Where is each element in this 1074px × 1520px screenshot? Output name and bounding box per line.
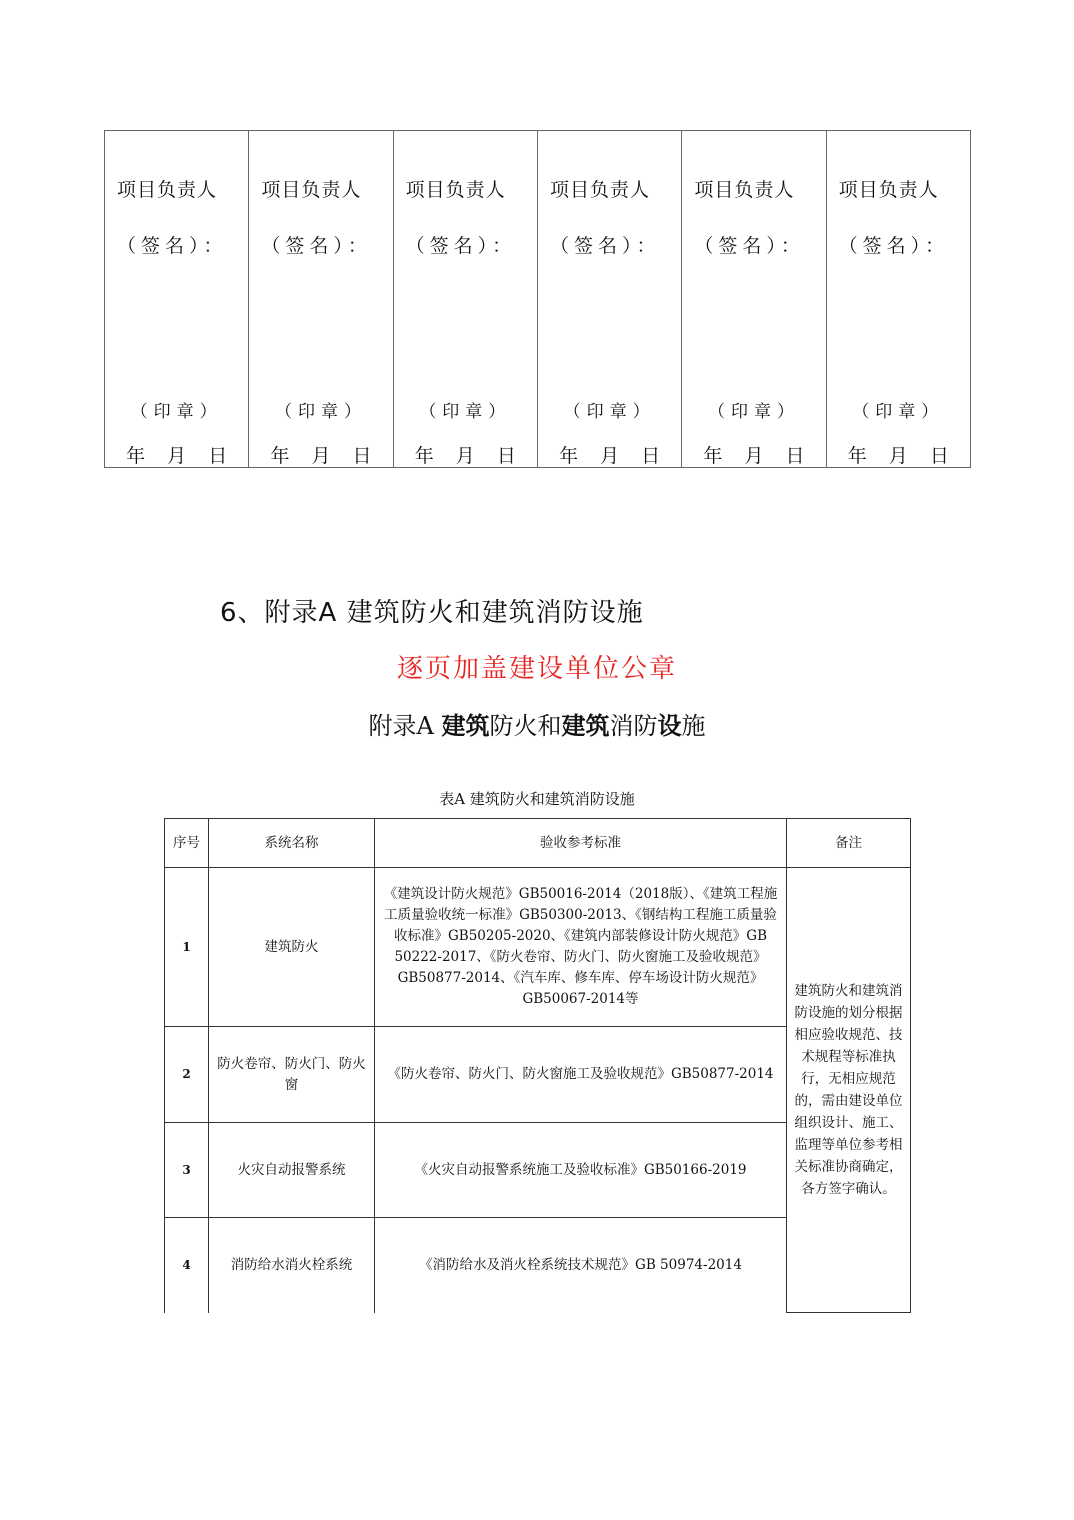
signature-cell: [394, 131, 538, 467]
stamp-note: 逐页加盖建设单位公章: [396, 654, 677, 684]
date-label: 年 月 日: [559, 445, 661, 467]
date-label: 年 月 日: [847, 445, 949, 467]
date-label: 年 月 日: [270, 445, 372, 467]
header-remark: 备注: [787, 819, 911, 868]
table-caption: 表A 建筑防火和建筑消防设施: [439, 790, 635, 808]
signature-cell: [682, 131, 826, 467]
header-standard: 验收参考标准: [375, 819, 787, 868]
row-name: 防火卷帘、防火门、防火窗: [209, 1027, 375, 1123]
signer-role: 项目负责人: [694, 179, 795, 201]
date-label: 年 月 日: [414, 445, 516, 467]
row-no: 1: [165, 868, 209, 1027]
appendix-title-part: 施: [681, 712, 706, 740]
signature-cell: [827, 131, 970, 467]
seal-label: （印章）: [563, 402, 656, 422]
signature-label: （签名）：: [549, 235, 661, 257]
row-standard: 《建筑设计防火规范》GB50016-2014（2018版）、《建筑工程施工质量验收统一标准》GB50300-2013、《钢结构工程施工质量验收标准》GB50205-2020、《建筑内部装修设计防火规范》GB 50222-2017、《防火卷帘、防火门、防火窗施工及验收规范》GB50877-2014、《汽车库、修车库、停车场设计防火规范》GB50067-2014等: [375, 868, 787, 1027]
signature-label: （签名）：: [838, 235, 950, 257]
signer-role: 项目负责人: [261, 179, 362, 201]
seal-label: （印章）: [130, 402, 223, 422]
table-row: [165, 868, 911, 1027]
appendix-title: [0, 706, 1074, 741]
signature-label: （签名）：: [405, 235, 517, 257]
date-label: 年 月 日: [703, 445, 805, 467]
header-name: 系统名称: [209, 819, 375, 868]
row-standard: 《防火卷帘、防火门、防火窗施工及验收规范》GB50877-2014: [375, 1027, 787, 1123]
signature-label: （签名）：: [694, 235, 805, 257]
row-name: 消防给水消火栓系统: [209, 1218, 375, 1313]
appendix-title-bold: 建筑: [561, 711, 610, 740]
signer-role: 项目负责人: [838, 179, 939, 201]
signer-role: 项目负责人: [549, 179, 650, 201]
appendix-title-bold: 设: [657, 711, 682, 740]
appendix-title-part: 附录A: [368, 712, 442, 740]
row-name: 建筑防火: [209, 868, 375, 1027]
appendix-title-bold: 建筑: [441, 711, 490, 740]
section-heading: 6、附录A 建筑防火和建筑消防设施: [220, 598, 644, 628]
signer-role: 项目负责人: [405, 179, 506, 201]
signature-label: （签名）：: [261, 235, 372, 257]
signature-cell: [105, 131, 249, 467]
row-no: 3: [165, 1123, 209, 1218]
seal-label: （印章）: [852, 402, 945, 422]
standards-table: [164, 818, 911, 1313]
row-standard: 《消防给水及消火栓系统技术规范》GB 50974-2014: [375, 1218, 787, 1313]
signature-table: [104, 130, 971, 468]
signer-role: 项目负责人: [117, 179, 218, 201]
appendix-title-part: 消防: [609, 712, 658, 740]
date-label: 年 月 日: [126, 445, 228, 467]
signature-cell: [538, 131, 682, 467]
appendix-title-part: 防火和: [489, 712, 562, 740]
row-name: 火灾自动报警系统: [209, 1123, 375, 1218]
seal-label: （印章）: [419, 402, 512, 422]
remark-cell: 建筑防火和建筑消防设施的划分根据相应验收规范、技术规程等标准执行，无相应规范的，需由建设单位组织设计、施工、监理等单位参考相关标准协商确定，各方签字确认。: [787, 868, 911, 1313]
signature-cell: [249, 131, 393, 467]
seal-label: （印章）: [707, 402, 800, 422]
row-no: 4: [165, 1218, 209, 1313]
row-standard: 《火灾自动报警系统施工及验收标准》GB50166-2019: [375, 1123, 787, 1218]
header-no: 序号: [165, 819, 209, 868]
row-no: 2: [165, 1027, 209, 1123]
signature-label: （签名）：: [117, 235, 228, 257]
table-header-row: [165, 819, 911, 868]
seal-label: （印章）: [274, 402, 367, 422]
